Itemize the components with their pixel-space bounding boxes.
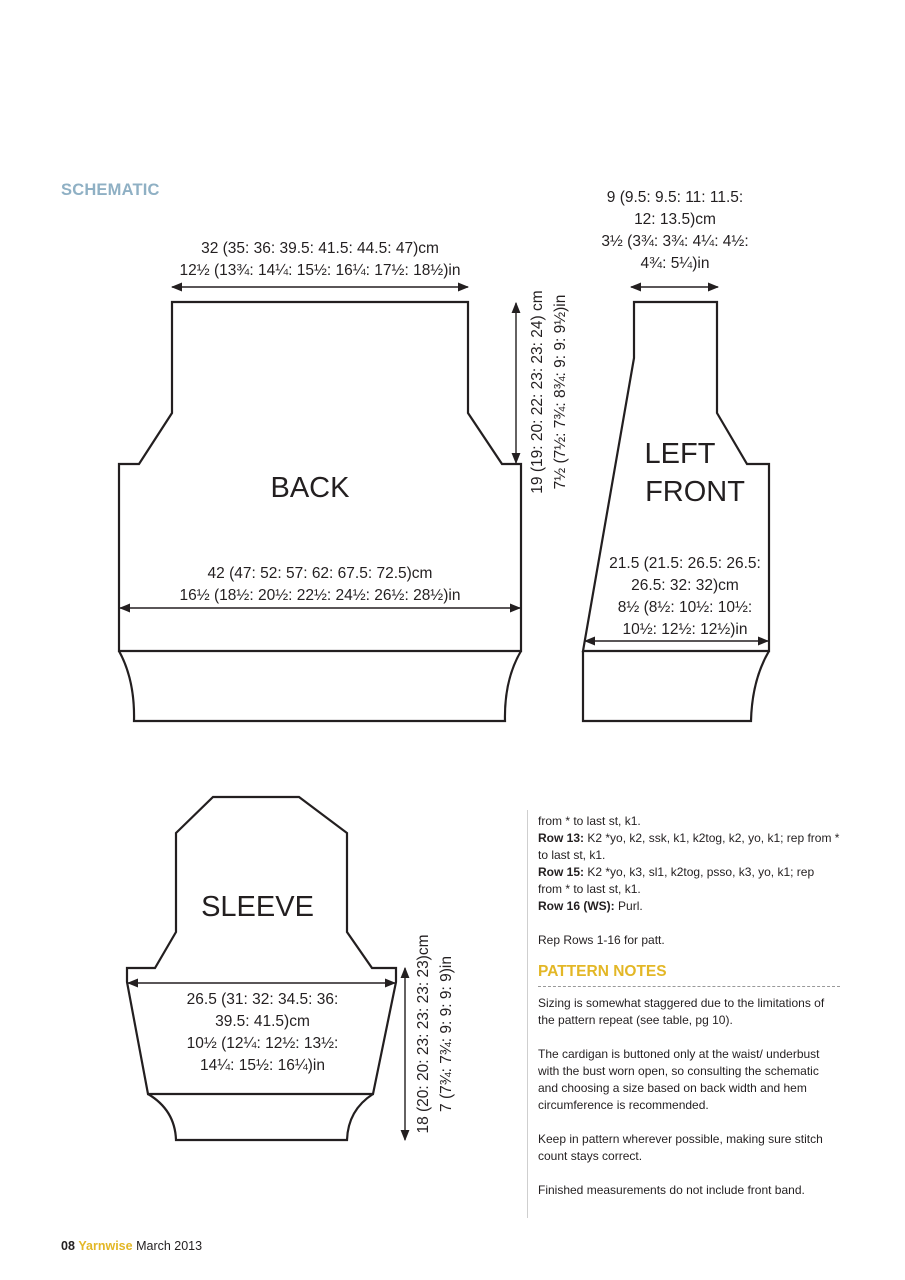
front-neck-cm-1: 9 (9.5: 9.5: 11: 11.5:	[606, 189, 744, 206]
schematic-heading: SCHEMATIC	[61, 181, 160, 199]
sleeve-width-in-2: 14¼: 15½: 16¼)in	[200, 1057, 325, 1074]
left-front-ribbing-outline	[583, 651, 769, 721]
pattern-row-13	[538, 830, 840, 864]
pattern-notes-p1: Sizing is somewhat staggered due to the limitations of the pattern repeat (see table, pg 10).	[538, 996, 825, 1027]
sleeve-width-cm-1: 26.5 (31: 32: 34.5: 36:	[186, 991, 339, 1008]
back-width-in: 16½ (18½: 20½: 22½: 24½: 26½: 28½)in	[179, 587, 461, 604]
brand-name: Yarnwise	[78, 1239, 133, 1253]
front-neck-in-2: 4¾: 5¼)in	[640, 255, 710, 272]
pattern-row-16	[538, 898, 840, 915]
back-label: BACK	[270, 472, 350, 504]
pattern-notes-heading: PATTERN NOTES	[538, 963, 840, 987]
pattern-notes-p3: Keep in pattern wherever possible, making sure stitch count stays correct.	[538, 1132, 823, 1163]
page-footer	[61, 1239, 202, 1253]
pattern-notes-p4: Finished measurements do not include front band.	[538, 1183, 805, 1197]
pattern-row-15	[538, 864, 840, 898]
back-ribbing-outline	[119, 651, 521, 721]
row-13-text: K2 *yo, k2, ssk, k1, k2tog, k2, yo, k1; rep from * to last st, k1.	[538, 831, 840, 862]
back-height-cm: 19 (19: 20: 22: 23: 23: 24) cm	[529, 290, 546, 494]
front-width-in-2: 10½: 12½: 12½)in	[622, 621, 748, 638]
front-neck-cm-2: 12: 13.5)cm	[634, 211, 716, 228]
front-width-cm-2: 26.5: 32: 32)cm	[631, 577, 739, 594]
page-number: 08	[61, 1239, 75, 1253]
sleeve-height-cm: 18 (20: 20: 23: 23: 23: 23)cm	[415, 934, 432, 1134]
row-15-label: Row 15:	[538, 865, 585, 879]
sleeve-label: SLEEVE	[201, 891, 314, 923]
sleeve-width-cm-2: 39.5: 41.5)cm	[215, 1013, 310, 1030]
pattern-repeat: Rep Rows 1-16 for patt.	[538, 933, 665, 947]
column-divider	[527, 810, 528, 1218]
front-label-front: FRONT	[645, 476, 745, 508]
pattern-text-column	[538, 813, 840, 1199]
pattern-notes-p2: The cardigan is buttoned only at the waist/ underbust with the bust worn open, so consulting the schematic and choosing a size based on back width and hem circumference is recommended.	[538, 1047, 820, 1112]
back-width-cm: 42 (47: 52: 57: 62: 67.5: 72.5)cm	[207, 565, 433, 582]
row-13-label: Row 13:	[538, 831, 585, 845]
sleeve-height-in: 7 (7¾: 7¾: 9: 9: 9: 9)in	[438, 956, 455, 1112]
front-width-cm-1: 21.5 (21.5: 26.5: 26.5:	[609, 555, 761, 572]
issue-date: March 2013	[136, 1239, 203, 1253]
front-neck-in-1: 3½ (3¾: 3¾: 4¼: 4½:	[601, 233, 749, 250]
front-label-left: LEFT	[644, 438, 716, 470]
row-16-label: Row 16 (WS):	[538, 899, 615, 913]
pattern-line-from: from * to last st, k1.	[538, 814, 641, 828]
back-top-width-cm: 32 (35: 36: 39.5: 41.5: 44.5: 47)cm	[201, 240, 439, 257]
back-height-in: 7½ (7½: 7¾: 8¾: 9: 9: 9½)in	[552, 294, 569, 490]
sleeve-cuff-outline	[148, 1094, 373, 1140]
row-15-text: K2 *yo, k3, sl1, k2tog, psso, k3, yo, k1; rep from * to last st, k1.	[538, 865, 815, 896]
back-top-width-in: 12½ (13¾: 14¼: 15½: 16¼: 17½: 18½)in	[179, 262, 461, 279]
row-16-text: Purl.	[618, 899, 643, 913]
front-width-in-1: 8½ (8½: 10½: 10½:	[617, 599, 753, 616]
sleeve-width-in-1: 10½ (12¼: 12½: 13½:	[186, 1035, 339, 1052]
